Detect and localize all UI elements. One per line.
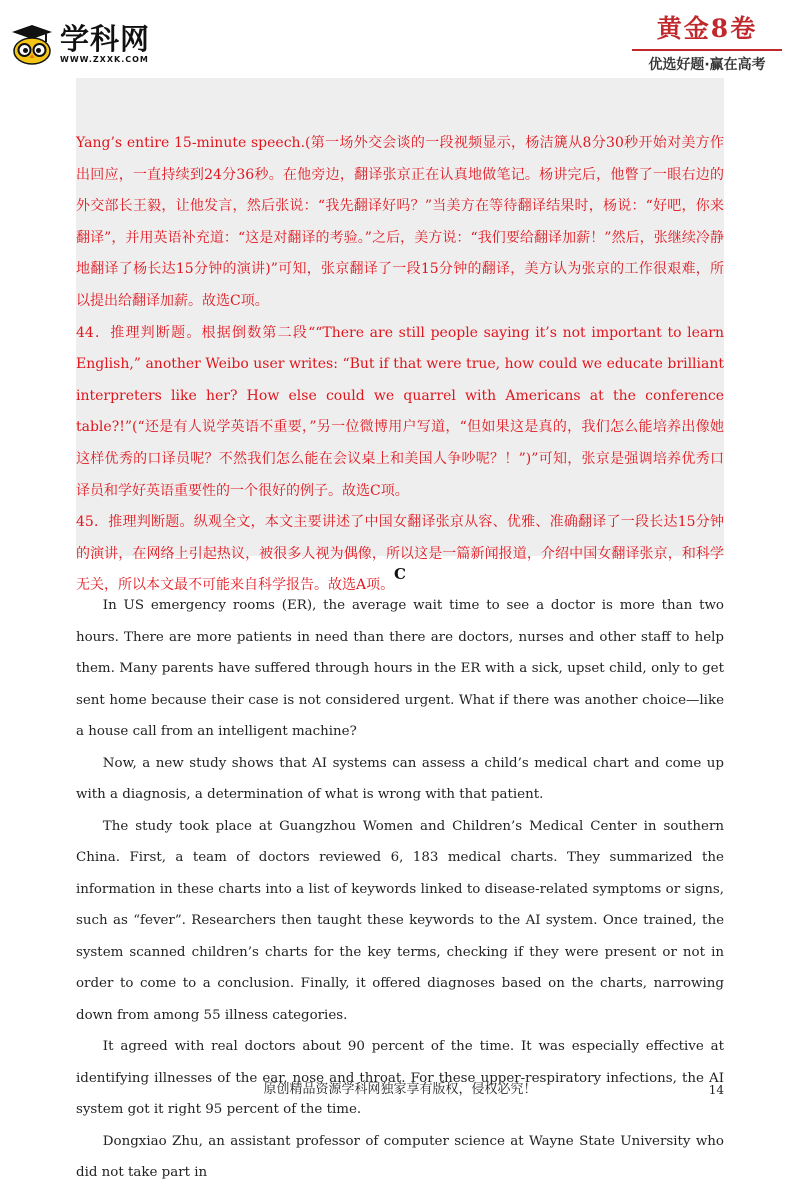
brand-divider bbox=[632, 49, 782, 51]
answer-paragraph: 44．推理判断题。根据倒数第二段““There are still people saying it’s not important to learn English,” another Weibo user writes: “But if that were true, how could we educate brilliant interpreters like her? How else could we quarrel with Americans at the conference table?!”(“还是有人说学英语不重要，”另一位微博用户写道，“但如果这是真的，我们怎么能培养出像她这样优秀的口译员呢？不然我们怎么能在会议桌上和美国人争吵呢？！”)”可知，张京是强调培养优秀口译员和学好英语重要性的一个很好的例子。故选C项。 bbox=[76, 324, 729, 499]
passage-paragraph: It agreed with real doctors about 90 percent of the time. It was especially effective at identifying illnesses of the ear, nose and throat. For these upper-respiratory infections, the AI system got it right 95 percent of the time. bbox=[76, 1039, 724, 1117]
page-header bbox=[0, 0, 800, 80]
series-brand bbox=[632, 12, 782, 75]
logo-url: WWW.ZXXK.COM bbox=[60, 55, 149, 64]
owl-mascot-icon bbox=[10, 22, 54, 66]
copyright-notice: 原创精品资源学科网独家享有版权，侵权必究！ bbox=[263, 1082, 537, 1097]
passage-paragraph: Now, a new study shows that AI systems can assess a child’s medical chart and come up with a diagnosis, a determination of what is wrong with that patient. bbox=[76, 755, 724, 802]
passage-paragraph: The study took place at Guangzhou Women and Children’s Medical Center in southern China. First, a team of doctors reviewed 6, 183 medical charts. They summarized the information in these charts into a list of keywords linked to disease-related symptoms or signs, such as “fever”. Researchers then taught these keywords to the AI system. Once trained, the system scanned children’s charts for the key terms, checking if they were present or not in order to come to a conclusion. Finally, it offered diagnoses based on the charts, narrowing down from among 55 illness categories. bbox=[76, 818, 724, 1023]
logo-name: 学科网 bbox=[60, 22, 151, 56]
answer-paragraph: 45．推理判断题。纵观全文，本文主要讲述了中国女翻译张京从容、优雅、准确翻译了一段长达15分钟的演讲，在网络上引起热议，被很多人视为偶像，所以这是一篇新闻报道，介绍中国女翻译张京，和科学无关，所以本文最不可能来自科学报告。故选A项。 bbox=[76, 514, 724, 594]
answer-explanation-box bbox=[76, 78, 729, 594]
section-title: C bbox=[394, 565, 406, 583]
zxxk-logo bbox=[10, 22, 150, 66]
answer-paragraph: Yang’s entire 15-minute speech.(第一场外交会谈的一段视频显示，杨洁篪从8分30秒开始对美方作出回应，一直持续到24分36秒。在他旁边，翻译张京正在认真地做笔记。杨讲完后，他瞥了一眼右边的外交部长王毅，让他发言，然后张说：“我先翻译好吗？”当美方在等待翻译结果时，杨说：“好吧，你来翻译”，并用英语补充道：“这是对翻译的考验。”之后，美方说：“我们要给翻译加薪！”然后，张继续冷静地翻译了杨长达15分钟的演讲)”可知，张京翻译了一段15分钟的翻译，美方认为张京的工作很艰难，所以提出给翻译加薪。故选C项。 bbox=[76, 135, 724, 309]
passage-paragraph: Dongxiao Zhu, an assistant professor of computer science at Wayne State University who did not take part in bbox=[76, 1133, 724, 1180]
passage-paragraph: In US emergency rooms (ER), the average wait time to see a doctor is more than two hours. There are more patients in need than there are doctors, nurses and other staff to help them. Many parents have suffered through hours in the ER with a sick, upset child, only to get sent home because their case is not considered urgent. What if there was another choice—like a house call from an intelligent machine? bbox=[76, 598, 724, 739]
brand-title: 黄金8卷 bbox=[656, 14, 758, 43]
brand-subtitle: 优选好题·赢在高考 bbox=[648, 57, 766, 73]
page-number: 14 bbox=[708, 1083, 724, 1097]
